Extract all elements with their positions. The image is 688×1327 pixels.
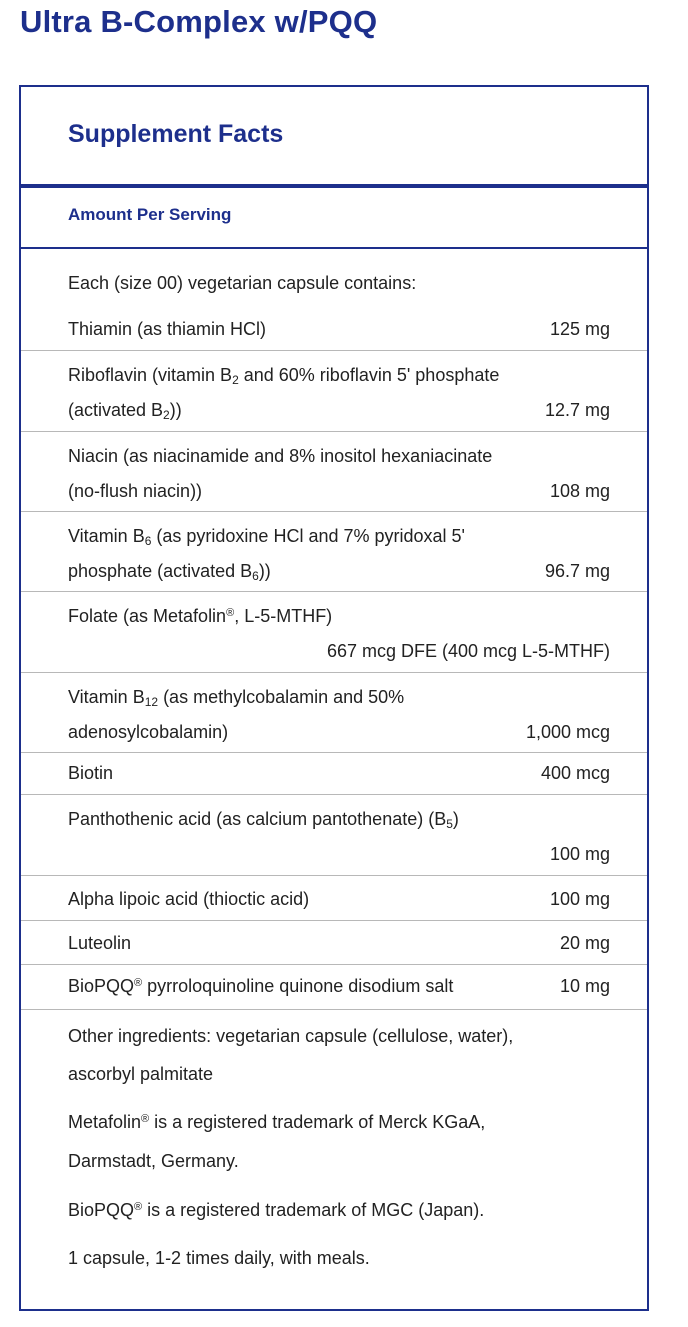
trademark-metafolin-line1: Metafolin® is a registered trademark of Merck KGaA, xyxy=(68,1112,486,1132)
nutrient-name-line1: Vitamin $B_6$ (as pyridoxine HCl and 7% pyridoxal 5' xyxy=(68,526,465,548)
trademark-biopqq: BioPQQ® is a registered trademark of MGC (Japan). xyxy=(68,1200,485,1220)
nutrient-amount: 96.7 mg xyxy=(544,561,610,581)
nutrient-name-line2: phosphate (activated $B_6$)) xyxy=(68,561,271,583)
nutrient-row-luteolin xyxy=(21,921,647,965)
nutrient-row-riboflavin xyxy=(21,351,647,432)
nutrient-row-folate xyxy=(21,592,647,673)
nutrient-row-biopqq xyxy=(21,965,647,1010)
nutrient-name: BioPQQ® pyrroloquinoline quinone disodium salt xyxy=(68,976,454,996)
nutrient-row-vitamin-b12 xyxy=(21,673,647,753)
product-title: Ultra B-Complex w/PQQ xyxy=(20,4,378,39)
nutrient-row-niacin xyxy=(21,432,647,512)
trademark-metafolin-line2: Darmstadt, Germany. xyxy=(68,1151,239,1171)
serving-intro: Each (size 00) vegetarian capsule contains: xyxy=(68,273,417,293)
nutrient-amount: 400 mcg xyxy=(540,763,610,783)
nutrient-name-line1: Riboflavin (vitamin $B_2$ and 60% riboflavin 5' phosphate xyxy=(68,365,500,387)
nutrient-list xyxy=(21,309,647,1010)
supplement-facts-panel xyxy=(19,85,649,1311)
other-ingredients-line2: ascorbyl palmitate xyxy=(68,1064,214,1084)
nutrient-name-line2: adenosylcobalamin) xyxy=(68,722,229,742)
nutrient-amount: 10 mg xyxy=(559,976,610,996)
nutrient-amount: 667 mcg DFE (400 mcg L-5-MTHF) xyxy=(326,641,610,661)
thick-divider xyxy=(21,184,647,188)
nutrient-row-pantothenic-acid xyxy=(21,795,647,876)
nutrient-name-line2: (activated $B_2$)) xyxy=(68,400,182,422)
nutrient-name: Luteolin xyxy=(68,933,132,953)
nutrient-row-biotin xyxy=(21,753,647,795)
nutrient-name-line1: Folate (as Metafolin®, L-5-MTHF) xyxy=(68,606,333,626)
nutrient-row-alpha-lipoic-acid xyxy=(21,876,647,921)
nutrient-name-line1: Niacin (as niacinamide and 8% inositol hexaniacinate xyxy=(68,446,493,466)
nutrient-name-line2: (no-flush niacin)) xyxy=(68,481,203,501)
nutrient-name: Biotin xyxy=(68,763,114,783)
nutrient-row-thiamin xyxy=(21,309,647,351)
nutrient-amount: 1,000 mcg xyxy=(525,722,610,742)
directions: 1 capsule, 1-2 times daily, with meals. xyxy=(68,1248,370,1268)
header-divider xyxy=(21,247,647,249)
nutrient-name: Thiamin (as thiamin HCl) xyxy=(68,319,267,339)
nutrient-amount: 100 mg xyxy=(549,889,610,909)
other-ingredients-line1: Other ingredients: vegetarian capsule (cellulose, water), xyxy=(68,1026,514,1046)
nutrient-amount: 108 mg xyxy=(549,481,610,501)
nutrient-row-vitamin-b6 xyxy=(21,512,647,592)
nutrient-name-line1: Panthothenic acid (as calcium pantothenate) $(B_5)$ xyxy=(68,809,459,831)
nutrient-amount: 100 mg xyxy=(549,844,610,864)
nutrient-amount: 20 mg xyxy=(559,933,610,953)
nutrient-name: Alpha lipoic acid (thioctic acid) xyxy=(68,889,310,909)
nutrient-amount: 12.7 mg xyxy=(544,400,610,420)
nutrient-name-line1: Vitamin $B_{12}$ (as methylcobalamin and 50% xyxy=(68,687,405,709)
nutrient-amount: 125 mg xyxy=(549,319,610,339)
supplement-facts-title: Supplement Facts xyxy=(68,120,284,148)
amount-per-serving-header: Amount Per Serving xyxy=(68,205,232,224)
